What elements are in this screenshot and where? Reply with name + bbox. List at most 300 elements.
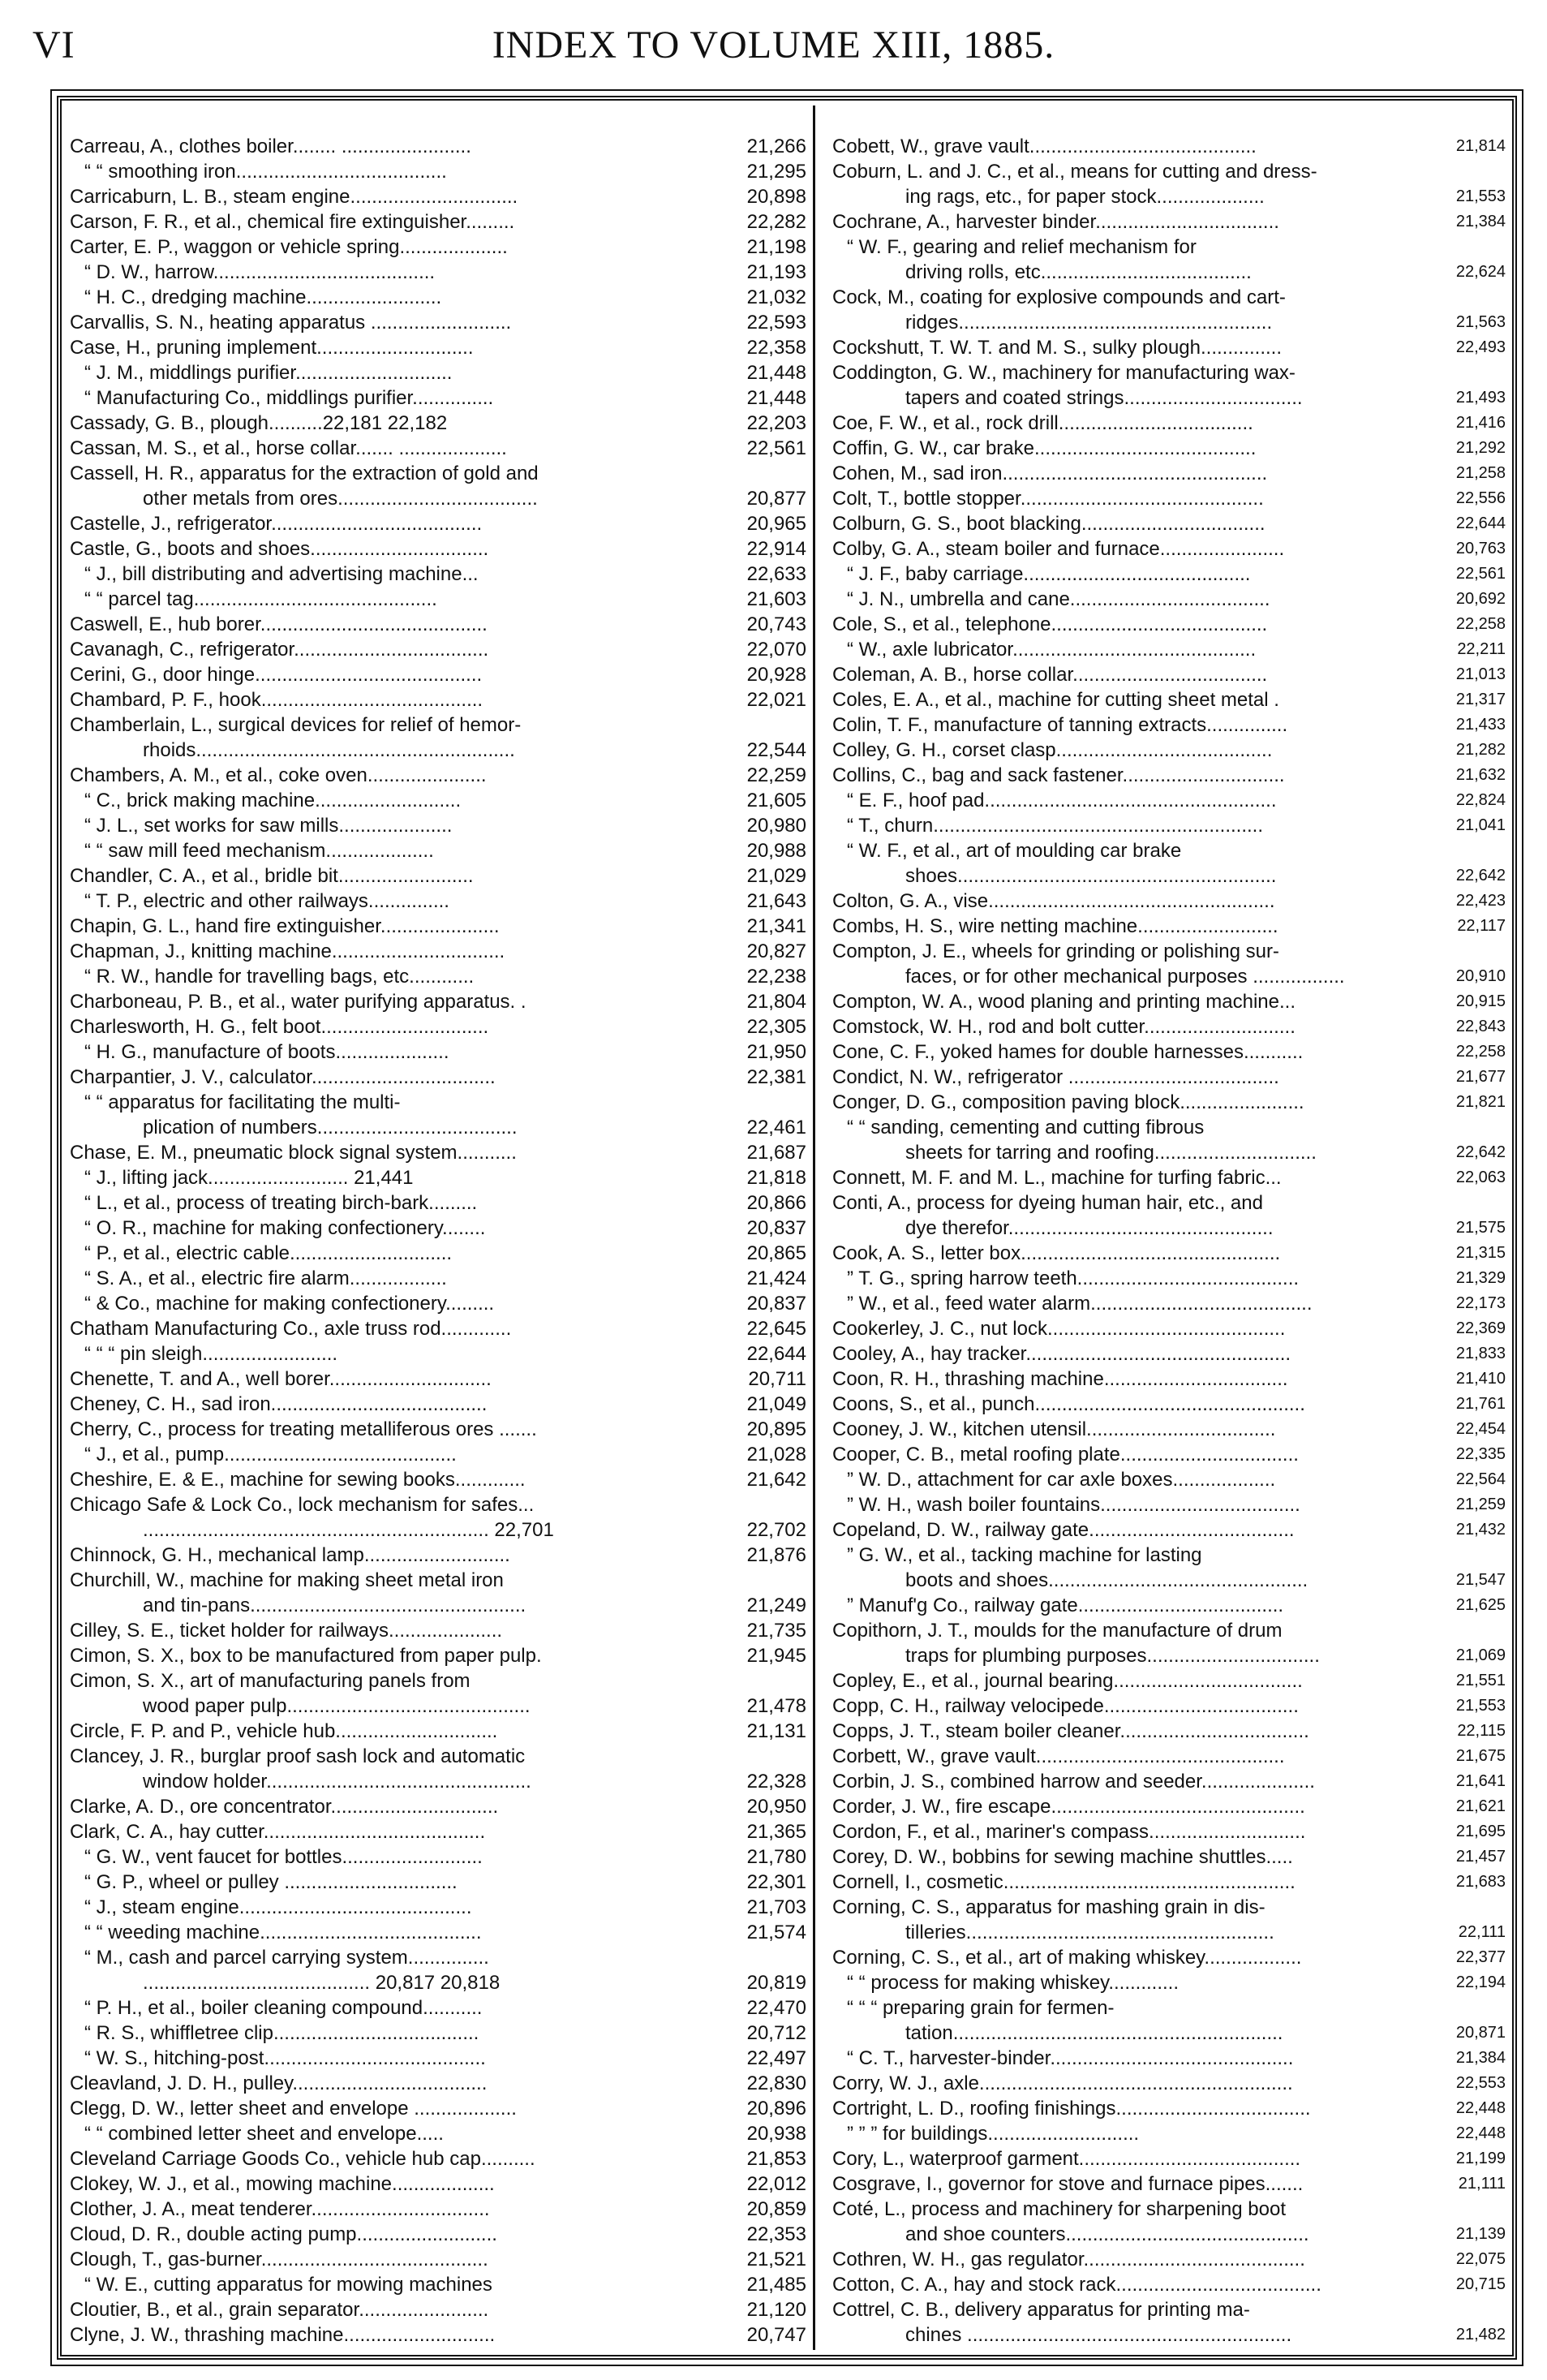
entry-number: 21,821 xyxy=(1455,1093,1506,1111)
entry-text: Cotton, C. A., hay and stock rack...................................... xyxy=(832,2274,1321,2296)
entry-number: 21,833 xyxy=(1455,1345,1506,1362)
entry-text: Corning, C. S., et al., art of making whiskey.................. xyxy=(832,1947,1302,1969)
index-entry xyxy=(70,1870,806,1895)
index-entry xyxy=(70,1694,806,1719)
entry-number: 21,448 xyxy=(746,387,806,409)
entry-text: Castle, G., boots and shoes................................. xyxy=(70,538,489,560)
entry-text: tation............................................................. xyxy=(905,2022,1283,2044)
entry-text: Clyne, J. W., thrashing machine............................ xyxy=(70,2324,496,2346)
entry-text: Cohen, M., sad iron................................................. xyxy=(832,463,1268,484)
index-entry xyxy=(70,134,806,159)
entry-text: Carter, E. P., waggon or vehicle spring.................... xyxy=(70,236,508,258)
entry-number: 22,301 xyxy=(746,1871,806,1893)
entry-number: 21,625 xyxy=(1455,1596,1506,1614)
page-title: INDEX TO VOLUME XIII, 1885. xyxy=(492,24,1055,67)
index-entry xyxy=(70,2197,806,2222)
index-entry xyxy=(70,1316,806,1341)
entry-text: “ “ weeding machine......................................... xyxy=(84,1922,482,1943)
entry-number: 21,632 xyxy=(1455,766,1506,784)
index-entry xyxy=(70,1039,806,1065)
index-entry xyxy=(832,1140,1506,1165)
index-entry xyxy=(70,1266,806,1291)
index-entry xyxy=(832,964,1506,989)
index-entry xyxy=(70,260,806,285)
entry-text: Cole, S., et al., telephone........................................ xyxy=(832,613,1268,635)
entry-number: 21,563 xyxy=(1455,313,1506,331)
entry-number: 21,032 xyxy=(746,286,806,308)
entry-number: 21,295 xyxy=(746,161,806,183)
index-entry xyxy=(832,1643,1506,1668)
entry-text: Cheney, C. H., sad iron........................................ xyxy=(70,1393,488,1415)
entry-number: 20,866 xyxy=(746,1192,806,1214)
entry-number: 22,564 xyxy=(1455,1470,1506,1488)
index-entry xyxy=(70,1492,806,1517)
entry-number: 22,381 xyxy=(746,1066,806,1088)
entry-number: 21,424 xyxy=(746,1267,806,1289)
entry-number: 21,621 xyxy=(1455,1797,1506,1815)
index-entry xyxy=(70,436,806,461)
entry-text: Combs, H. S., wire netting machine.......................... xyxy=(832,915,1278,937)
index-entry xyxy=(832,2171,1506,2197)
index-entry xyxy=(70,662,806,687)
entry-text: “ “ process for making whiskey............. xyxy=(847,1972,1179,1994)
entry-number: 22,633 xyxy=(746,563,806,585)
index-column-right xyxy=(832,134,1506,2348)
index-entry xyxy=(70,1467,806,1492)
index-entry xyxy=(70,562,806,587)
entry-text: ................................................................ 22,701 xyxy=(143,1519,554,1541)
entry-text: Cothren, W. H., gas regulator......................................... xyxy=(832,2249,1305,2270)
entry-text: “ W. E., cutting apparatus for mowing machines xyxy=(84,2274,492,2296)
index-entry xyxy=(832,2222,1506,2247)
entry-text: Colburn, G. S., boot blacking.................................. xyxy=(832,513,1266,535)
entry-number: 20,837 xyxy=(746,1293,806,1315)
index-entry xyxy=(832,863,1506,889)
entry-text: other metals from ores..................................... xyxy=(143,488,538,510)
entry-number: 20,910 xyxy=(1455,967,1506,985)
index-entry xyxy=(832,486,1506,511)
entry-text: Cooper, C. B., metal roofing plate................................. xyxy=(832,1444,1299,1465)
entry-number: 22,544 xyxy=(746,739,806,761)
index-entry xyxy=(832,360,1506,385)
entry-number: 22,369 xyxy=(1455,1319,1506,1337)
entry-text: Castelle, J., refrigerator....................................... xyxy=(70,513,483,535)
index-entry xyxy=(70,1140,806,1165)
index-entry xyxy=(832,813,1506,838)
index-entry xyxy=(832,1995,1506,2021)
entry-number: 22,211 xyxy=(1457,640,1506,658)
entry-text: Clancey, J. R., burglar proof sash lock and automatic xyxy=(70,1745,526,1767)
index-entry xyxy=(70,1568,806,1593)
entry-number: 20,896 xyxy=(746,2098,806,2120)
entry-text: Chapin, G. L., hand fire extinguisher...................... xyxy=(70,915,500,937)
index-entry xyxy=(832,1543,1506,1568)
entry-text: “ W., axle lubricator............................................. xyxy=(847,639,1257,661)
index-entry xyxy=(832,2096,1506,2121)
entry-number: 21,139 xyxy=(1455,2225,1506,2243)
entry-number: 22,358 xyxy=(746,337,806,359)
entry-number: 21,199 xyxy=(1455,2150,1506,2167)
entry-number: 21,553 xyxy=(1455,1697,1506,1715)
entry-text: Chicago Safe & Lock Co., lock mechanism for safes... xyxy=(70,1494,535,1516)
index-entry xyxy=(832,159,1506,184)
entry-text: “ “ smoothing iron....................................... xyxy=(84,161,447,183)
entry-number: 20,938 xyxy=(746,2123,806,2145)
entry-number: 20,715 xyxy=(1455,2275,1506,2293)
entry-number: 22,461 xyxy=(746,1117,806,1138)
index-entry xyxy=(832,2046,1506,2071)
entry-text: Cloud, D. R., double acting pump.......................... xyxy=(70,2223,497,2245)
index-entry xyxy=(70,788,806,813)
index-entry xyxy=(70,1165,806,1190)
entry-text: Cavanagh, C., refrigerator.................................... xyxy=(70,639,489,661)
entry-text: Cherry, C., process for treating metalliferous ores ....... xyxy=(70,1418,537,1440)
entry-text: Cooley, A., hay tracker................................................. xyxy=(832,1343,1291,1365)
index-entry xyxy=(70,738,806,763)
index-entry xyxy=(70,1593,806,1618)
entry-number: 20,898 xyxy=(746,186,806,208)
entry-number: 22,448 xyxy=(1455,2099,1506,2117)
entry-number: 22,561 xyxy=(1455,565,1506,583)
index-entry xyxy=(70,1392,806,1417)
entry-number: 22,423 xyxy=(1455,892,1506,910)
index-entry xyxy=(832,1945,1506,1970)
index-entry xyxy=(70,184,806,209)
entry-number: 21,853 xyxy=(746,2148,806,2170)
entry-text: Colt, T., bottle stopper............................................. xyxy=(832,488,1264,510)
entry-text: Clark, C. A., hay cutter......................................... xyxy=(70,1821,486,1843)
entry-text: Circle, F. P. and P., vehicle hub.............................. xyxy=(70,1720,498,1742)
entry-number: 21,193 xyxy=(746,261,806,283)
index-entry xyxy=(70,1341,806,1366)
entry-number: 20,988 xyxy=(746,840,806,862)
column-divider xyxy=(813,105,815,2350)
entry-text: Charpantier, J. V., calculator.................................. xyxy=(70,1066,496,1088)
index-entry xyxy=(832,310,1506,335)
entry-number: 22,328 xyxy=(746,1771,806,1793)
entry-number: 22,353 xyxy=(746,2223,806,2245)
entry-number: 21,950 xyxy=(746,1041,806,1063)
index-entry xyxy=(832,2121,1506,2146)
entry-number: 21,603 xyxy=(746,588,806,610)
index-entry xyxy=(832,1467,1506,1492)
index-entry xyxy=(832,1568,1506,1593)
index-entry xyxy=(70,411,806,436)
entry-text: Cassell, H. R., apparatus for the extraction of gold and xyxy=(70,463,539,484)
index-entry xyxy=(70,486,806,511)
entry-text: driving rolls, etc....................................... xyxy=(905,261,1252,283)
entry-number: 20,747 xyxy=(746,2324,806,2346)
entry-text: Cimon, S. X., art of manufacturing panels from xyxy=(70,1670,471,1692)
entry-text: window holder................................................. xyxy=(143,1771,531,1793)
index-entry xyxy=(832,687,1506,712)
entry-text: Clough, T., gas-burner.......................................... xyxy=(70,2249,488,2270)
entry-number: 21,605 xyxy=(746,790,806,811)
entry-number: 21,482 xyxy=(1455,2326,1506,2343)
entry-number: 21,049 xyxy=(746,1393,806,1415)
entry-text: Cory, L., waterproof garment......................................... xyxy=(832,2148,1301,2170)
entry-number: 21,069 xyxy=(1455,1646,1506,1664)
entry-text: Coles, E. A., et al., machine for cutting sheet metal . xyxy=(832,689,1279,711)
entry-text: “ W. S., hitching-post......................................... xyxy=(84,2047,486,2069)
entry-text: sheets for tarring and roofing.............................. xyxy=(905,1142,1317,1164)
entry-text: traps for plumbing purposes................................ xyxy=(905,1645,1320,1667)
index-entry xyxy=(832,1241,1506,1266)
entry-text: boots and shoes................................................ xyxy=(905,1569,1309,1591)
entry-text: Coe, F. W., et al., rock drill.................................... xyxy=(832,412,1253,434)
index-entry xyxy=(832,738,1506,763)
entry-number: 21,292 xyxy=(1455,439,1506,457)
entry-text: “ “ saw mill feed mechanism.................... xyxy=(84,840,434,862)
entry-number: 21,735 xyxy=(746,1620,806,1642)
index-entry xyxy=(832,587,1506,612)
entry-number: 21,553 xyxy=(1455,187,1506,205)
entry-text: Cheshire, E. & E., machine for sewing books............. xyxy=(70,1469,526,1491)
index-entry xyxy=(70,1417,806,1442)
entry-text: Churchill, W., machine for making sheet metal iron xyxy=(70,1569,504,1591)
index-entry xyxy=(832,1719,1506,1744)
entry-number: 22,448 xyxy=(1455,2124,1506,2142)
entry-text: Cock, M., coating for explosive compounds and cart- xyxy=(832,286,1286,308)
entry-number: 22,117 xyxy=(1457,917,1506,935)
index-entry xyxy=(70,763,806,788)
entry-number: 21,259 xyxy=(1455,1496,1506,1513)
entry-number: 22,258 xyxy=(1455,1043,1506,1061)
entry-number: 22,553 xyxy=(1455,2074,1506,2092)
entry-text: Cerini, G., door hinge.......................................... xyxy=(70,664,483,686)
index-entry xyxy=(70,1014,806,1039)
entry-text: “ S. A., et al., electric fire alarm.................. xyxy=(84,1267,447,1289)
index-entry xyxy=(70,209,806,235)
index-entry xyxy=(70,536,806,562)
entry-text: Chambard, P. F., hook......................................... xyxy=(70,689,483,711)
index-entry xyxy=(70,511,806,536)
index-entry xyxy=(832,712,1506,738)
index-entry xyxy=(832,2247,1506,2272)
entry-number: 21,683 xyxy=(1455,1873,1506,1891)
entry-number: 22,556 xyxy=(1455,489,1506,507)
index-entry xyxy=(832,788,1506,813)
index-entry xyxy=(70,889,806,914)
entry-text: “ J., steam engine........................................... xyxy=(84,1896,472,1918)
index-entry xyxy=(70,2096,806,2121)
entry-text: Chamberlain, L., surgical devices for relief of hemor- xyxy=(70,714,522,736)
index-entry xyxy=(70,1719,806,1744)
index-entry xyxy=(70,360,806,385)
entry-number: 21,547 xyxy=(1455,1571,1506,1589)
index-entry xyxy=(832,511,1506,536)
entry-text: chines ............................................................ xyxy=(905,2324,1292,2346)
entry-text: Compton, J. E., wheels for grinding or polishing sur- xyxy=(832,940,1279,962)
entry-text: Conger, D. G., composition paving block....................... xyxy=(832,1091,1304,1113)
entry-text: Chapman, J., knitting machine................................ xyxy=(70,940,505,962)
entry-number: 20,837 xyxy=(746,1217,806,1239)
entry-number: 21,029 xyxy=(746,865,806,887)
entry-text: Cleavland, J. D. H., pulley.................................... xyxy=(70,2072,488,2094)
entry-number: 22,012 xyxy=(746,2173,806,2195)
entry-number: 22,021 xyxy=(746,689,806,711)
index-entry xyxy=(832,1291,1506,1316)
entry-number: 22,063 xyxy=(1455,1168,1506,1186)
entry-text: .......................................... 20,817 20,818 xyxy=(143,1972,501,1994)
entry-number: 21,945 xyxy=(746,1645,806,1667)
index-entry xyxy=(70,1090,806,1115)
entry-text: “ P., et al., electric cable.............................. xyxy=(84,1242,453,1264)
index-entry xyxy=(70,1065,806,1090)
entry-text: Cimon, S. X., box to be manufactured from paper pulp. xyxy=(70,1645,542,1667)
index-entry xyxy=(70,1945,806,1970)
entry-number: 20,915 xyxy=(1455,992,1506,1010)
index-entry xyxy=(832,612,1506,637)
index-entry xyxy=(832,838,1506,863)
index-entry xyxy=(832,1366,1506,1392)
index-entry xyxy=(832,1920,1506,1945)
entry-text: Cook, A. S., letter box................................................ xyxy=(832,1242,1281,1264)
index-entry xyxy=(832,1065,1506,1090)
index-entry xyxy=(832,536,1506,562)
entry-number: 22,470 xyxy=(746,1997,806,2019)
entry-text: “ “ parcel tag............................................. xyxy=(84,588,437,610)
entry-number: 22,075 xyxy=(1455,2250,1506,2268)
entry-text: Cooney, J. W., kitchen utensil................................... xyxy=(832,1418,1276,1440)
entry-number: 21,485 xyxy=(746,2274,806,2296)
entry-text: ” Manuf'g Co., railway gate...................................... xyxy=(847,1595,1284,1616)
entry-number: 21,365 xyxy=(746,1821,806,1843)
entry-number: 20,819 xyxy=(746,1972,806,1994)
entry-text: “ H. C., dredging machine......................... xyxy=(84,286,442,308)
entry-number: 21,687 xyxy=(746,1142,806,1164)
entry-text: Coté, L., process and machinery for sharpening boot xyxy=(832,2198,1286,2220)
index-entry xyxy=(832,1870,1506,1895)
entry-text: and shoe counters............................................. xyxy=(905,2223,1309,2245)
entry-text: “ E. F., hoof pad...................................................... xyxy=(847,790,1277,811)
entry-text: Comstock, W. H., rod and bolt cutter............................ xyxy=(832,1016,1296,1038)
index-entry xyxy=(70,2247,806,2272)
index-entry xyxy=(70,2322,806,2348)
entry-text: Cloutier, B., et al., grain separator........................ xyxy=(70,2299,489,2321)
entry-number: 20,827 xyxy=(746,940,806,962)
entry-number: 22,173 xyxy=(1455,1294,1506,1312)
index-entry xyxy=(832,662,1506,687)
entry-text: ” W., et al., feed water alarm......................................... xyxy=(847,1293,1313,1315)
index-entry xyxy=(832,1190,1506,1216)
entry-text: “ L., et al., process of treating birch-bark......... xyxy=(84,1192,478,1214)
entry-number: 21,120 xyxy=(746,2299,806,2321)
index-entry xyxy=(70,989,806,1014)
entry-number: 21,448 xyxy=(746,362,806,384)
index-entry xyxy=(70,235,806,260)
entry-text: “ J., et al., pump........................................... xyxy=(84,1444,457,1465)
index-entry xyxy=(832,436,1506,461)
index-entry xyxy=(832,411,1506,436)
entry-text: Cordon, F., et al., mariner's compass............................. xyxy=(832,1821,1306,1843)
index-entry xyxy=(70,2272,806,2297)
entry-number: 21,198 xyxy=(746,236,806,258)
entry-number: 21,642 xyxy=(746,1469,806,1491)
entry-number: 20,859 xyxy=(746,2198,806,2220)
index-entry xyxy=(70,863,806,889)
index-entry xyxy=(70,1216,806,1241)
entry-text: Cookerley, J. C., nut lock............................................ xyxy=(832,1318,1286,1340)
index-entry xyxy=(832,1794,1506,1819)
entry-number: 22,454 xyxy=(1455,1420,1506,1438)
entry-text: “ D. W., harrow......................................... xyxy=(84,261,436,283)
index-entry xyxy=(70,587,806,612)
index-entry xyxy=(832,1341,1506,1366)
entry-number: 22,624 xyxy=(1455,263,1506,281)
index-entry xyxy=(832,2197,1506,2222)
entry-text: Cilley, S. E., ticket holder for railways..................... xyxy=(70,1620,503,1642)
entry-text: “ W. F., gearing and relief mechanism for xyxy=(847,236,1197,258)
index-entry xyxy=(832,285,1506,310)
entry-number: 21,457 xyxy=(1455,1848,1506,1866)
entry-text: “ P. H., et al., boiler cleaning compound........... xyxy=(84,1997,483,2019)
index-entry xyxy=(832,1593,1506,1618)
entry-number: 21,131 xyxy=(746,1720,806,1742)
entry-number: 21,266 xyxy=(746,136,806,157)
entry-number: 21,478 xyxy=(746,1695,806,1717)
index-entry xyxy=(70,1970,806,1995)
entry-text: Corey, D. W., bobbins for sewing machine shuttles..... xyxy=(832,1846,1293,1868)
entry-text: Chatham Manufacturing Co., axle truss rod............. xyxy=(70,1318,512,1340)
entry-text: “ “ “ preparing grain for fermen- xyxy=(847,1997,1115,2019)
index-entry xyxy=(70,687,806,712)
index-entry xyxy=(832,1668,1506,1694)
entry-number: 22,642 xyxy=(1455,867,1506,884)
entry-text: “ J. F., baby carriage.......................................... xyxy=(847,563,1251,585)
entry-text: Copley, E., et al., journal bearing................................... xyxy=(832,1670,1303,1692)
entry-text: Coburn, L. and J. C., et al., means for cutting and dress- xyxy=(832,161,1317,183)
index-entry xyxy=(832,1442,1506,1467)
entry-text: Colin, T. F., manufacture of tanning extracts............... xyxy=(832,714,1288,736)
index-entry xyxy=(70,2021,806,2046)
index-entry xyxy=(832,889,1506,914)
entry-text: “ G. P., wheel or pulley ................................ xyxy=(84,1871,458,1893)
entry-text: Chambers, A. M., et al., coke oven...................... xyxy=(70,764,487,786)
entry-number: 20,763 xyxy=(1455,540,1506,557)
entry-number: 22,561 xyxy=(746,437,806,459)
index-entry xyxy=(832,562,1506,587)
entry-number: 21,249 xyxy=(746,1595,806,1616)
entry-number: 22,238 xyxy=(746,966,806,988)
entry-text: Charlesworth, H. G., felt boot............................... xyxy=(70,1016,489,1038)
entry-number: 22,111 xyxy=(1458,1923,1506,1941)
index-entry xyxy=(832,1115,1506,1140)
entry-number: 22,258 xyxy=(1455,615,1506,633)
entry-text: Copeland, D. W., railway gate...................................... xyxy=(832,1519,1295,1541)
index-entry xyxy=(70,159,806,184)
entry-number: 21,433 xyxy=(1455,716,1506,734)
index-entry xyxy=(70,2121,806,2146)
index-entry xyxy=(70,637,806,662)
entry-number: 20,711 xyxy=(748,1368,806,1390)
entry-number: 22,070 xyxy=(746,639,806,661)
entry-number: 20,928 xyxy=(746,664,806,686)
entry-text: Coon, R. H., thrashing machine.................................. xyxy=(832,1368,1288,1390)
entry-number: 21,804 xyxy=(746,991,806,1013)
entry-text: ” T. G., spring harrow teeth......................................... xyxy=(847,1267,1300,1289)
index-entry xyxy=(832,2146,1506,2171)
entry-text: faces, or for other mechanical purposes ................. xyxy=(905,966,1345,988)
index-entry xyxy=(70,1618,806,1643)
entry-text: “ T., churn............................................................. xyxy=(847,815,1264,837)
index-entry xyxy=(832,1492,1506,1517)
entry-text: dye therefor................................................. xyxy=(905,1217,1274,1239)
index-entry xyxy=(70,813,806,838)
entry-text: “ O. R., machine for making confectionery........ xyxy=(84,1217,486,1239)
index-entry xyxy=(832,1014,1506,1039)
entry-text: Cone, C. F., yoked hames for double harnesses........... xyxy=(832,1041,1304,1063)
